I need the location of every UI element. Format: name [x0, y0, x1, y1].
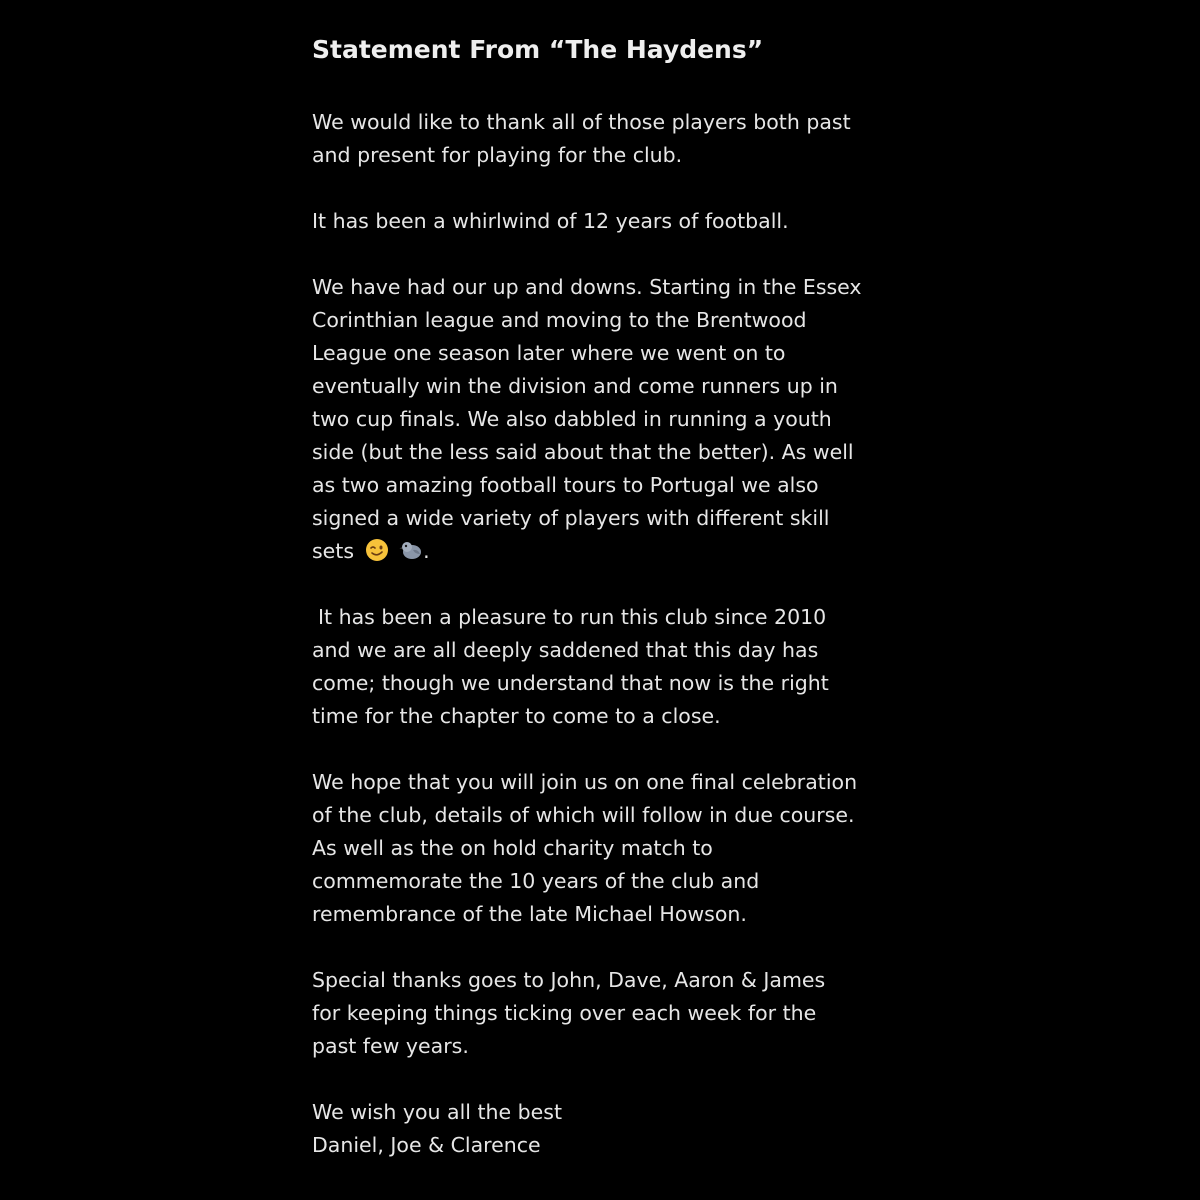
text-line: League one season later where we went on to — [312, 341, 786, 365]
text-line: of the club, details of which will follow in due course. — [312, 803, 855, 827]
bird-icon — [399, 538, 423, 562]
paragraph-whirlwind — [312, 205, 912, 238]
text-line: We have had our up and downs. Starting in the Essex — [312, 275, 862, 299]
text-line: and present for playing for the club. — [312, 143, 683, 167]
signature: Daniel, Joe & Clarence — [312, 1133, 541, 1157]
text-line: come; though we understand that now is the right — [312, 671, 829, 695]
statement-note — [312, 30, 912, 1195]
text-line: We would like to thank all of those players both past — [312, 110, 851, 134]
winking-face-icon — [365, 538, 389, 562]
text-line: As well as the on hold charity match to — [312, 836, 713, 860]
text-line: side (but the less said about that the better). As well — [312, 440, 854, 464]
text-line: and we are all deeply saddened that this day has — [312, 638, 819, 662]
text-fragment: sets — [312, 539, 355, 563]
paragraph-signoff — [312, 1096, 912, 1162]
paragraph-history — [312, 271, 912, 568]
text-line-with-emoji — [312, 535, 912, 568]
text-line: It has been a pleasure to run this club since 2010 — [318, 605, 827, 629]
text-line: signed a wide variety of players with different skill — [312, 506, 830, 530]
text-line: Corinthian league and moving to the Brentwood — [312, 308, 807, 332]
paragraph-celebration — [312, 766, 912, 931]
text-line: remembrance of the late Michael Howson. — [312, 902, 747, 926]
statement-title: Statement From “The Haydens” — [312, 35, 764, 64]
paragraph-pleasure — [312, 601, 912, 733]
text-line: for keeping things ticking over each week for the — [312, 1001, 817, 1025]
text-line: We hope that you will join us on one final celebration — [312, 770, 858, 794]
text-line: We wish you all the best — [312, 1100, 563, 1124]
text-line: eventually win the division and come runners up in — [312, 374, 838, 398]
text-line: Special thanks goes to John, Dave, Aaron & James — [312, 968, 826, 992]
paragraph-special-thanks — [312, 964, 912, 1063]
text-line: commemorate the 10 years of the club and — [312, 869, 760, 893]
text-fragment: . — [423, 539, 430, 563]
text-line: time for the chapter to come to a close. — [312, 704, 721, 728]
text-line: It has been a whirlwind of 12 years of football. — [312, 209, 789, 233]
text-line: past few years. — [312, 1034, 469, 1058]
paragraph-thanks — [312, 106, 912, 172]
text-line: two cup finals. We also dabbled in running a youth — [312, 407, 832, 431]
text-line: as two amazing football tours to Portugal we also — [312, 473, 819, 497]
